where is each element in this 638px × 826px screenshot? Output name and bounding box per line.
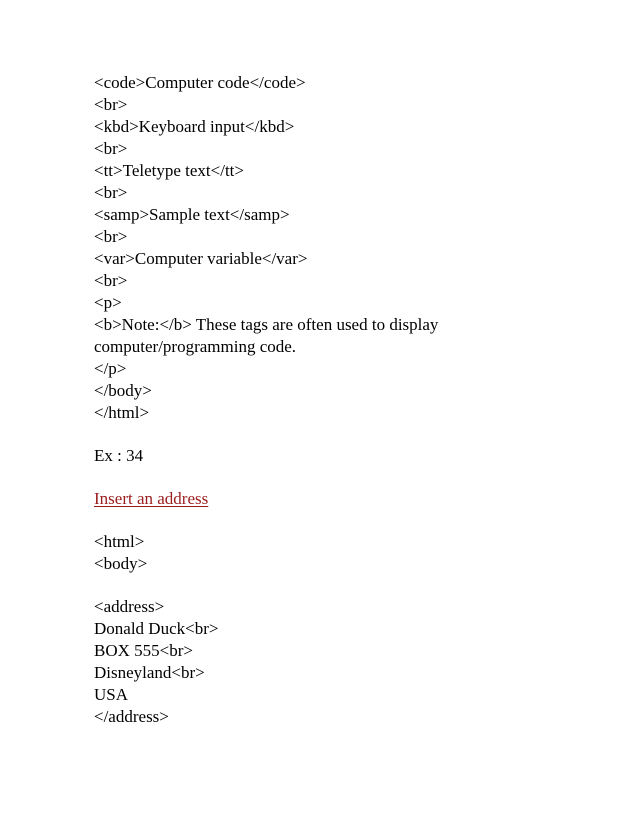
- code-line: <kbd>Keyboard input</kbd>: [94, 117, 295, 136]
- code-line: </address>: [94, 707, 169, 726]
- code-line: Donald Duck<br>: [94, 619, 219, 638]
- code-line: computer/programming code.: [94, 337, 297, 356]
- code-block-2: [94, 531, 564, 575]
- example-label: Ex : 34: [94, 446, 144, 465]
- code-line: <br>: [94, 271, 128, 290]
- code-line: <tt>Teletype text</tt>: [94, 161, 244, 180]
- code-line: <address>: [94, 597, 165, 616]
- code-line: </body>: [94, 381, 152, 400]
- code-line: </html>: [94, 403, 150, 422]
- code-line: <b>Note:</b> These tags are often used to display: [94, 315, 439, 334]
- code-block-1: [94, 72, 564, 424]
- code-line: </p>: [94, 359, 127, 378]
- spacer: [94, 467, 564, 488]
- code-line: <br>: [94, 139, 128, 158]
- section-heading-link[interactable]: Insert an address: [94, 489, 209, 508]
- code-line: USA: [94, 685, 129, 704]
- section-heading-row: [94, 488, 564, 510]
- code-line: Disneyland<br>: [94, 663, 205, 682]
- code-line: <br>: [94, 95, 128, 114]
- spacer: [94, 424, 564, 445]
- code-line: <var>Computer variable</var>: [94, 249, 308, 268]
- code-line: BOX 555<br>: [94, 641, 193, 660]
- code-line: <html>: [94, 532, 145, 551]
- code-block-3: [94, 596, 564, 728]
- code-line: <p>: [94, 293, 122, 312]
- spacer: [94, 575, 564, 596]
- document-body: [94, 72, 564, 728]
- code-line: <code>Computer code</code>: [94, 73, 306, 92]
- spacer: [94, 510, 564, 531]
- code-line: <br>: [94, 227, 128, 246]
- code-line: <samp>Sample text</samp>: [94, 205, 290, 224]
- code-line: <body>: [94, 554, 148, 573]
- code-line: <br>: [94, 183, 128, 202]
